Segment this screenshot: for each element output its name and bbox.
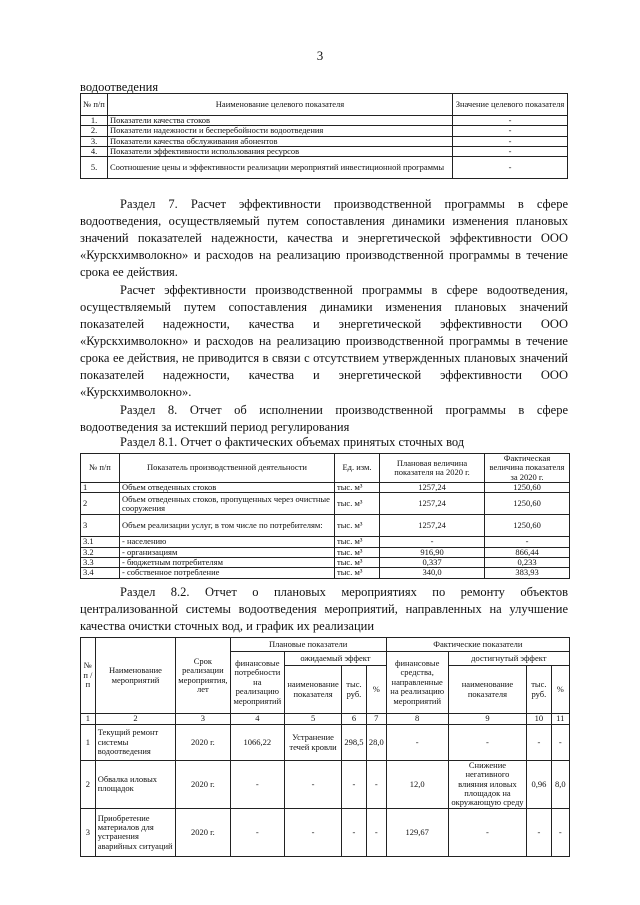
t3-cell: 298,5 <box>342 725 367 761</box>
t2-header: Плановая величина показателя на 2020 г. <box>380 454 485 483</box>
t3-header-fact-eff: достигнутый эффект <box>448 652 569 666</box>
t2-cell: тыс. м³ <box>335 558 380 568</box>
page-number: 3 <box>316 48 324 63</box>
table-row <box>81 515 570 537</box>
t2-cell: тыс. м³ <box>335 515 380 537</box>
t3-subheader: наименование показателя <box>285 666 342 714</box>
t1-cell: - <box>453 116 568 126</box>
t1-cell: Соотношение цены и эффективности реализации мероприятий инвестиционной программы <box>108 157 453 179</box>
t1-cell: - <box>453 147 568 157</box>
t3-subheader: тыс. руб. <box>527 666 551 714</box>
t2-cell: - собственное потребление <box>120 568 335 578</box>
table-row <box>81 558 570 568</box>
t3-cell: - <box>366 761 386 809</box>
t3-cell: 2020 г. <box>176 725 230 761</box>
t3-colnum: 11 <box>551 714 570 725</box>
t2-cell: 3.3 <box>81 558 120 568</box>
t2-cell: 383,93 <box>485 568 570 578</box>
t1-cell: Показатели качества обслуживания абонентов <box>108 136 453 146</box>
t2-cell: 1250,60 <box>485 483 570 493</box>
t3-cell: Устранение течей кровли <box>285 725 342 761</box>
t1-header-name: Наименование целевого показателя <box>108 94 453 116</box>
t3-cell: - <box>342 761 367 809</box>
table-row <box>81 136 568 146</box>
t1-cell: - <box>453 126 568 136</box>
t2-cell: - бюджетным потребителям <box>120 558 335 568</box>
t2-cell: - <box>380 537 485 547</box>
t2-cell: 1 <box>81 483 120 493</box>
t3-cell: - <box>551 808 570 856</box>
t3-cell: 3 <box>81 808 96 856</box>
t2-cell: тыс. м³ <box>335 483 380 493</box>
t3-header-term: Срок реализации мероприятия, лет <box>176 638 230 714</box>
table-row <box>81 725 570 761</box>
t3-cell: 1066,22 <box>230 725 285 761</box>
t2-cell: 340,0 <box>380 568 485 578</box>
t3-cell: - <box>342 808 367 856</box>
t1-cell: 5. <box>81 157 108 179</box>
t1-header-num: № п/п <box>81 94 108 116</box>
t3-cell: - <box>285 761 342 809</box>
t2-cell: Объем реализации услуг, в том числе по потребителям: <box>120 515 335 537</box>
target-indicators-table <box>80 93 568 179</box>
t3-subheader: % <box>366 666 386 714</box>
t1-cell: 4. <box>81 147 108 157</box>
section81-title: Раздел 8.1. Отчет о фактических объемах принятых сточных вод <box>120 435 465 449</box>
t2-cell: 0,233 <box>485 558 570 568</box>
t3-cell: 1 <box>81 725 96 761</box>
t2-cell: - организациям <box>120 547 335 557</box>
t3-cell: 129,67 <box>386 808 448 856</box>
t1-header-value: Значение целевого показателя <box>453 94 568 116</box>
t3-cell: Обвалка иловых площадок <box>95 761 176 809</box>
t2-cell: 3.4 <box>81 568 120 578</box>
t3-cell: - <box>551 725 570 761</box>
t3-header-num: № п / п <box>81 638 96 714</box>
t2-cell: 1257,24 <box>380 515 485 537</box>
t3-colnum: 8 <box>386 714 448 725</box>
section7-text: Расчет эффективности производственной программы в сфере водоотведения, осуществляемый путем сопоставления динамики изменения плановых значений показателей надежности, качества и энергетической эффективности ООО «Курскхимволокно» и расходов на реализацию производственной программы в течение срока ее действия, не приводится в связи с отсутствием утвержденных плановых значений показателей надежности, качества и энергетической эффективности ООО «Курскхимволокно». <box>80 283 568 399</box>
t3-cell: Текущий ремонт системы водоотведения <box>95 725 176 761</box>
t1-cell: 2. <box>81 126 108 136</box>
t3-cell: 2020 г. <box>176 761 230 809</box>
t3-cell: Приобретение материалов для устранения аварийных ситуаций <box>95 808 176 856</box>
t2-cell: - населению <box>120 537 335 547</box>
volumes-table <box>80 453 570 579</box>
table-row <box>81 126 568 136</box>
t3-cell: - <box>527 808 551 856</box>
t1-cell: Показатели качества стоков <box>108 116 453 126</box>
t3-subheader: тыс. руб. <box>342 666 367 714</box>
t1-cell: - <box>453 157 568 179</box>
table-row <box>81 547 570 557</box>
t3-colnum: 10 <box>527 714 551 725</box>
t3-cell: Снижение негативного влияния иловых площадок на окружающую среду <box>448 761 527 809</box>
table-row <box>81 116 568 126</box>
t2-cell: 1257,24 <box>380 483 485 493</box>
section8-title: Раздел 8. Отчет об исполнении производственной программы в сфере водоотведения за истекший период регулирования <box>80 403 568 434</box>
t1-cell: 3. <box>81 136 108 146</box>
t3-colnum: 5 <box>285 714 342 725</box>
t3-cell: - <box>366 808 386 856</box>
t1-cell: - <box>453 136 568 146</box>
section82-title: Раздел 8.2. Отчет о плановых мероприятиях по ремонту объектов централизованной системы водоотведения мероприятий, направленных на улучшение качества очистки сточных вод, и график их реализации <box>80 585 568 633</box>
t2-cell: тыс. м³ <box>335 493 380 515</box>
t2-cell: 1250,60 <box>485 515 570 537</box>
t2-cell: Объем отведенных стоков <box>120 483 335 493</box>
heading-top: водоотведения <box>80 80 159 94</box>
t3-cell: 28,0 <box>366 725 386 761</box>
t3-header-plan-eff: ожидаемый эффект <box>285 652 387 666</box>
t2-cell: тыс. м³ <box>335 547 380 557</box>
t3-header-name: Наименование мероприятий <box>95 638 176 714</box>
table-row <box>81 147 568 157</box>
table-row <box>81 537 570 547</box>
t2-cell: 0,337 <box>380 558 485 568</box>
table-row <box>81 761 570 809</box>
t3-cell: 12,0 <box>386 761 448 809</box>
t2-cell: Объем отведенных стоков, пропущенных через очистные сооружения <box>120 493 335 515</box>
t2-cell: 3 <box>81 515 120 537</box>
t2-header: № п/п <box>81 454 120 483</box>
t2-cell: 1250,60 <box>485 493 570 515</box>
t3-cell: 2020 г. <box>176 808 230 856</box>
t3-subheader: % <box>551 666 570 714</box>
t2-header: Показатель производственной деятельности <box>120 454 335 483</box>
t2-cell: - <box>485 537 570 547</box>
table-row <box>81 493 570 515</box>
t3-colnum: 1 <box>81 714 96 725</box>
table-row <box>81 483 570 493</box>
section7-title: Раздел 7. Расчет эффективности производственной программы в сфере водоотведения, осуществляемый путем сопоставления динамики изменения плановых значений показателей надежности, качества и энергетической эффективности ООО «Курскхимволокно» и расходов на реализацию производственной программы в течение срока ее действия. <box>80 197 568 279</box>
t3-cell: 0,96 <box>527 761 551 809</box>
t3-colnum: 9 <box>448 714 527 725</box>
t3-cell: - <box>448 725 527 761</box>
t3-colnum: 4 <box>230 714 285 725</box>
table-row <box>81 568 570 578</box>
measures-table <box>80 637 570 857</box>
t3-colnum: 3 <box>176 714 230 725</box>
t3-header-fact: Фактические показатели <box>386 638 569 652</box>
t2-header: Ед. изм. <box>335 454 380 483</box>
t2-cell: 916,90 <box>380 547 485 557</box>
t3-subheader: наименование показателя <box>448 666 527 714</box>
t3-header-plan: Плановые показатели <box>230 638 386 652</box>
t3-cell: - <box>448 808 527 856</box>
t2-cell: 3.2 <box>81 547 120 557</box>
t3-header-plan-fin: финансовые потребности на реализацию мероприятий <box>230 652 285 714</box>
t2-cell: 2 <box>81 493 120 515</box>
t3-cell: - <box>527 725 551 761</box>
t3-cell: 8,0 <box>551 761 570 809</box>
t1-cell: 1. <box>81 116 108 126</box>
t2-header: Фактическая величина показателя за 2020 г. <box>485 454 570 483</box>
t3-colnum: 7 <box>366 714 386 725</box>
table-row <box>81 808 570 856</box>
t1-cell: Показатели эффективности использования ресурсов <box>108 147 453 157</box>
t3-cell: - <box>285 808 342 856</box>
t2-cell: 866,44 <box>485 547 570 557</box>
t3-colnum: 2 <box>95 714 176 725</box>
t2-cell: тыс. м³ <box>335 537 380 547</box>
t3-header-fact-fin: финансовые средства, направленные на реализацию мероприятий <box>386 652 448 714</box>
t3-cell: - <box>230 761 285 809</box>
t3-cell: - <box>386 725 448 761</box>
t1-cell: Показатели надежности и бесперебойности водоотведения <box>108 126 453 136</box>
t2-cell: 1257,24 <box>380 493 485 515</box>
t3-cell: - <box>230 808 285 856</box>
t2-cell: тыс. м³ <box>335 568 380 578</box>
t3-cell: 2 <box>81 761 96 809</box>
t2-cell: 3.1 <box>81 537 120 547</box>
table-row <box>81 157 568 179</box>
t3-colnum: 6 <box>342 714 367 725</box>
